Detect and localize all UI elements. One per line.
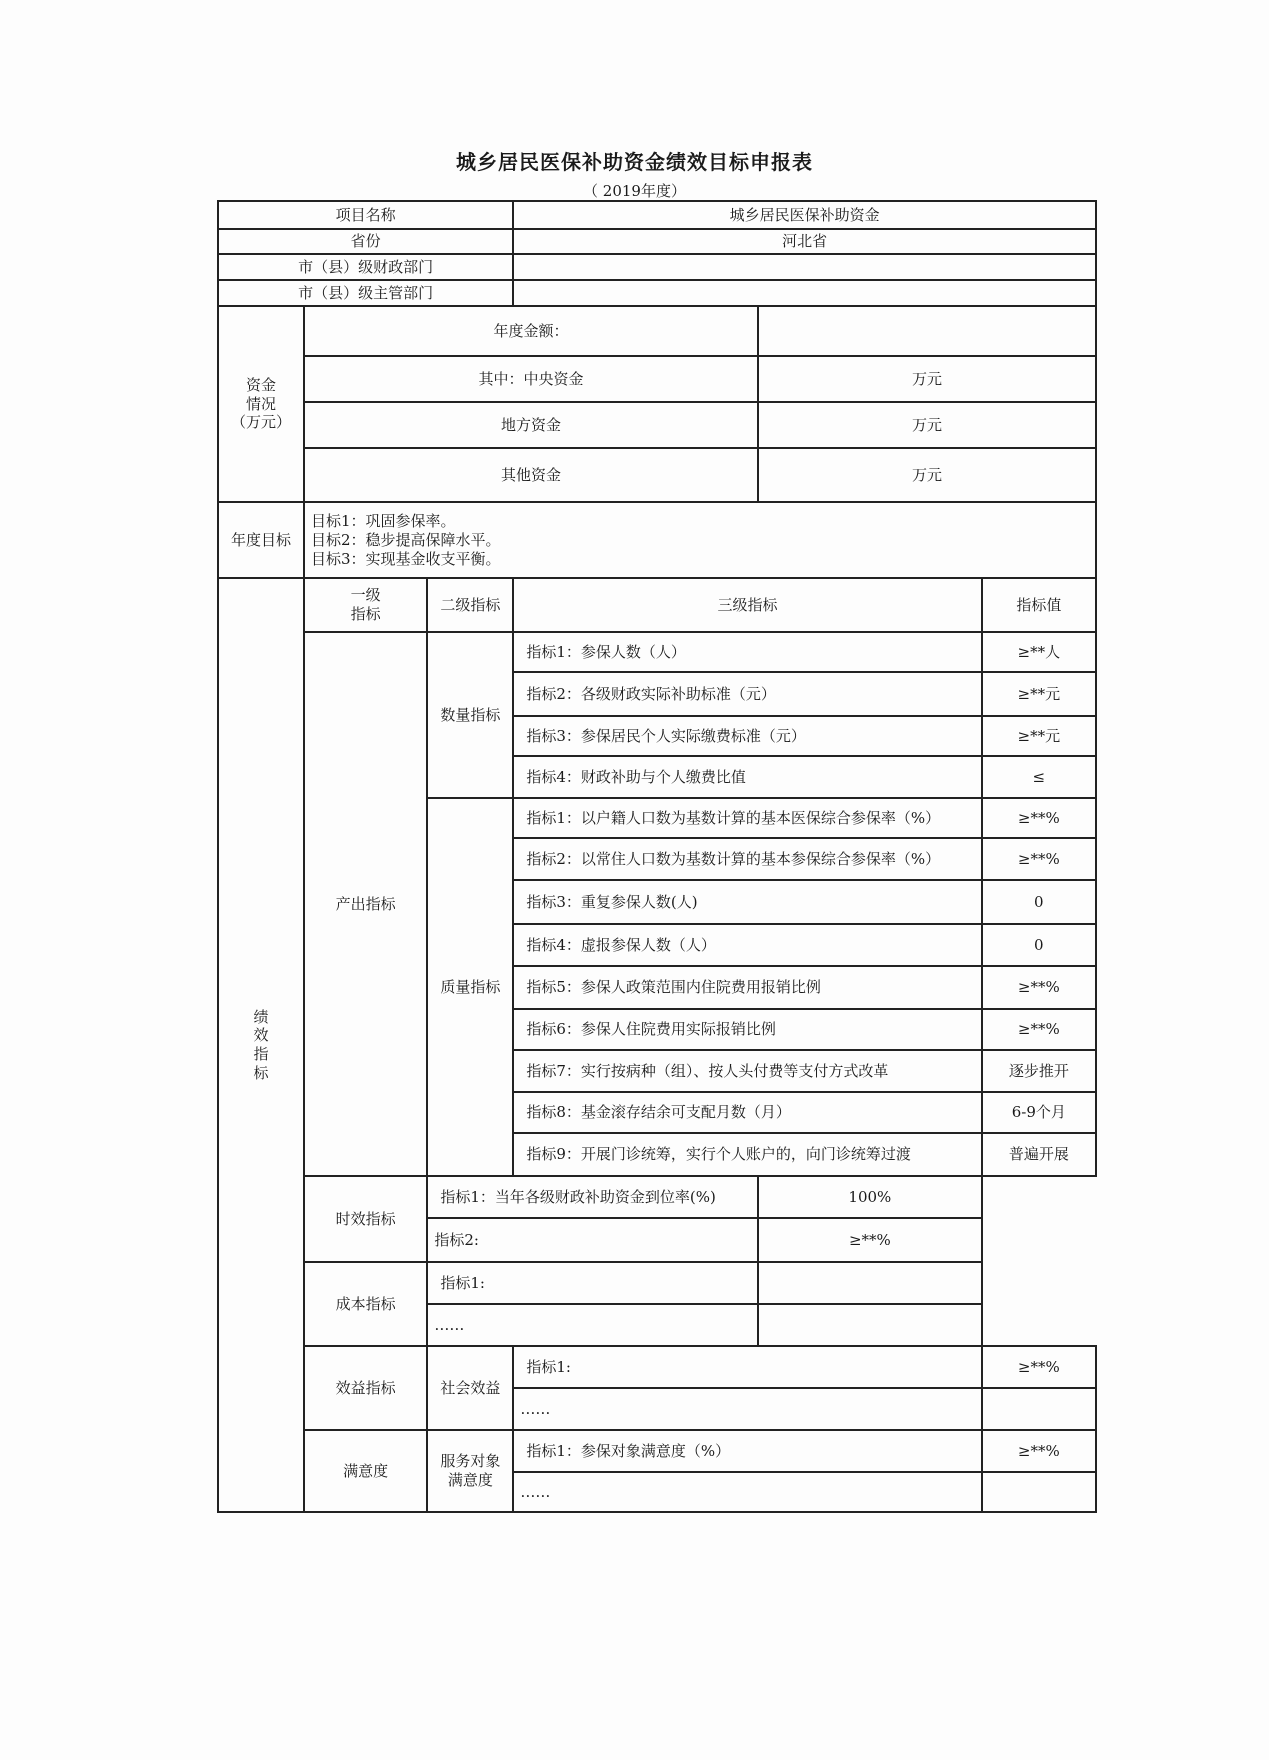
quality-indicator-value: 普遍开展	[982, 1133, 1096, 1176]
province-label: 省份	[218, 229, 513, 254]
funds-label-line2: 情况	[245, 394, 276, 413]
city-finance-label: 市（县）级财政部门	[218, 254, 513, 280]
timeliness-indicator-text: 指标2:	[427, 1218, 758, 1262]
central-funds-value: 万元	[758, 356, 1096, 402]
quality-indicator-text: 指标2：以常住人口数为基数计算的基本参保综合参保率（%）	[513, 838, 981, 880]
quality-indicator-text: 指标1：以户籍人口数为基数计算的基本医保综合参保率（%）	[513, 798, 981, 838]
quantity-indicator-value: ≥**人	[982, 632, 1096, 672]
performance-section-label	[218, 578, 304, 1512]
quantity-indicator-text: 指标4：财政补助与个人缴费比值	[513, 756, 981, 798]
local-funds-label: 地方资金	[304, 402, 758, 448]
timeliness-indicator-value: 100%	[758, 1176, 982, 1218]
level2-header: 二级指标	[427, 578, 513, 632]
timeliness-indicator-label: 时效指标	[304, 1176, 427, 1262]
social-indicator-value: ≥**%	[982, 1346, 1096, 1388]
quantity-indicator-value: ≤	[982, 756, 1096, 798]
performance-label-char: 绩	[253, 1007, 269, 1026]
quality-indicator-value: 6-9个月	[982, 1092, 1096, 1133]
social-indicator-text: 指标1:	[513, 1346, 981, 1388]
performance-label-char: 标	[253, 1063, 269, 1082]
cost-indicator-value	[758, 1262, 982, 1304]
satisfaction-indicator-value: ≥**%	[982, 1430, 1096, 1472]
quality-indicator-text: 指标5：参保人政策范围内住院费用报销比例	[513, 966, 981, 1009]
central-funds-label: 其中：中央资金	[304, 356, 758, 402]
quantity-indicator-text: 指标3：参保居民个人实际缴费标准（元）	[513, 716, 981, 756]
quantity-indicator-value: ≥**元	[982, 672, 1096, 716]
annual-goal-list	[304, 502, 1096, 578]
funds-section-label	[218, 306, 304, 502]
quantity-indicator-label: 数量指标	[427, 632, 513, 798]
city-finance-value	[513, 254, 1096, 280]
level1-header-line1: 一级	[350, 586, 381, 605]
quality-indicator-text: 指标4：虚报参保人数（人）	[513, 924, 981, 966]
quality-indicator-value: ≥**%	[982, 798, 1096, 838]
satisfaction-indicator-text: 指标1：参保对象满意度（%）	[513, 1430, 981, 1472]
cost-indicator-label: 成本指标	[304, 1262, 427, 1346]
performance-label-char: 指	[253, 1045, 269, 1063]
quality-indicator-text: 指标7：实行按病种（组）、按人头付费等支付方式改革	[513, 1050, 981, 1092]
quality-indicator-text: 指标9：开展门诊统筹，实行个人账户的，向门诊统筹过渡	[513, 1133, 981, 1176]
value-header: 指标值	[982, 578, 1096, 632]
satisfaction-indicator-label: 满意度	[304, 1430, 427, 1512]
quality-indicator-value: 0	[982, 880, 1096, 924]
benefit-indicator-label: 效益指标	[304, 1346, 427, 1430]
level1-header	[304, 578, 427, 632]
annual-goal-label: 年度目标	[218, 502, 304, 578]
page-title: 城乡居民医保补助资金绩效目标申报表	[456, 150, 813, 174]
satisfaction-indicator-text: ……	[513, 1472, 981, 1512]
quality-indicator-text: 指标8：基金滚存结余可支配月数（月）	[513, 1092, 981, 1133]
quality-indicator-text: 指标3：重复参保人数(人)	[513, 880, 981, 924]
service-label-line1: 服务对象	[440, 1452, 501, 1471]
annual-goal-2: 目标2：稳步提高保障水平。	[310, 530, 501, 549]
social-indicator-text: ……	[513, 1388, 981, 1430]
project-name-value: 城乡居民医保补助资金	[513, 201, 1096, 229]
local-funds-value: 万元	[758, 402, 1096, 448]
timeliness-indicator-value: ≥**%	[758, 1218, 982, 1262]
annual-amount-label: 年度金额：	[304, 306, 758, 356]
level1-header-line2: 指标	[350, 605, 381, 623]
level3-header: 三级指标	[513, 578, 981, 632]
cost-indicator-value	[758, 1304, 982, 1346]
performance-label-char: 效	[253, 1026, 269, 1045]
funds-label-line1: 资金	[245, 375, 276, 394]
quality-indicator-value: ≥**%	[982, 966, 1096, 1009]
service-satisfaction-label	[427, 1430, 513, 1512]
annual-goal-1: 目标1：巩固参保率。	[310, 511, 456, 530]
output-indicator-label: 产出指标	[304, 632, 427, 1176]
timeliness-indicator-text: 指标1：当年各级财政补助资金到位率(%)	[427, 1176, 758, 1218]
annual-goal-3: 目标3：实现基金收支平衡。	[310, 549, 501, 568]
other-funds-label: 其他资金	[304, 448, 758, 502]
quality-indicator-text: 指标6：参保人住院费用实际报销比例	[513, 1009, 981, 1050]
quantity-indicator-value: ≥**元	[982, 716, 1096, 756]
funds-label-line3: （万元）	[230, 413, 291, 432]
other-funds-value: 万元	[758, 448, 1096, 502]
service-label-line2: 满意度	[447, 1471, 493, 1489]
social-indicator-value	[982, 1388, 1096, 1430]
satisfaction-indicator-value	[982, 1472, 1096, 1512]
performance-form-table	[217, 200, 1097, 1513]
quantity-indicator-text: 指标2：各级财政实际补助标准（元）	[513, 672, 981, 716]
province-value: 河北省	[513, 229, 1096, 254]
social-benefit-label: 社会效益	[427, 1346, 513, 1430]
city-dept-value	[513, 280, 1096, 306]
city-dept-label: 市（县）级主管部门	[218, 280, 513, 306]
quality-indicator-value: ≥**%	[982, 1009, 1096, 1050]
quantity-indicator-text: 指标1：参保人数（人）	[513, 632, 981, 672]
quality-indicator-value: ≥**%	[982, 838, 1096, 880]
quality-indicator-value: 逐步推开	[982, 1050, 1096, 1092]
cost-indicator-text: 指标1:	[427, 1262, 758, 1304]
annual-amount-value	[758, 306, 1096, 356]
cost-indicator-text: ……	[427, 1304, 758, 1346]
project-name-label: 项目名称	[218, 201, 513, 229]
quality-indicator-value: 0	[982, 924, 1096, 966]
quality-indicator-label: 质量指标	[427, 798, 513, 1176]
page-subtitle: （ 2019年度）	[583, 182, 686, 200]
